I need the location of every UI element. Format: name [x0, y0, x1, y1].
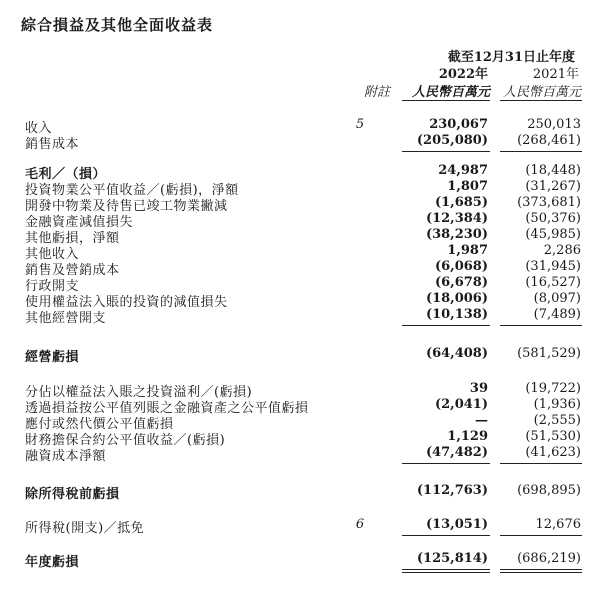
row-value-2021: (698,895): [517, 483, 581, 498]
row-value-2022: 24,987: [438, 163, 488, 178]
row-value-2022: (18,006): [425, 291, 488, 306]
table-row: [0, 397, 601, 416]
row-value-2022: 1,129: [447, 429, 488, 444]
table-row: [0, 445, 601, 464]
period-header: 截至12月31日止年度: [447, 50, 575, 65]
row-value-2022: (10,138): [425, 307, 488, 322]
row-value-2022: 1,807: [447, 179, 488, 194]
row-label: 開發中物業及待售已竣工物業撇減: [25, 199, 228, 214]
table-row: [0, 346, 601, 365]
subtotal-line-2022: [402, 325, 490, 326]
row-value-2022: 230,067: [429, 117, 488, 132]
row-value-2021: (7,489): [533, 307, 581, 322]
row-value-2022: 39: [469, 381, 488, 396]
subtotal-line-2021: [500, 151, 582, 152]
year-2022-header: 2022年: [438, 67, 488, 82]
row-label: 經營虧損: [25, 350, 80, 365]
table-row: [0, 483, 601, 502]
table-row: [0, 413, 601, 432]
statement-title: 綜合損益及其他全面收益表: [21, 16, 214, 34]
row-value-2022: (64,408): [425, 346, 488, 361]
table-row: [0, 291, 601, 310]
subtotal-line-2022: [402, 151, 490, 152]
row-value-2021: (16,527): [525, 275, 581, 290]
row-value-2022: (6,068): [434, 259, 488, 274]
row-label: 行政開支: [25, 279, 80, 294]
row-value-2022: (6,678): [434, 275, 488, 290]
row-value-2021: (1,936): [533, 397, 581, 412]
row-value-2022: 1,987: [447, 243, 488, 258]
row-label: 除所得稅前虧損: [25, 487, 120, 502]
table-row: [0, 195, 601, 214]
currency-2021-header: 人民幣百萬元: [502, 85, 581, 100]
row-label: 融資成本淨額: [25, 449, 107, 464]
row-label: 年度虧損: [25, 555, 80, 570]
row-value-2021: (45,985): [525, 227, 581, 242]
row-value-2022: —: [475, 413, 488, 428]
row-label: 其他經營開支: [25, 311, 107, 326]
header-underline-2022: [402, 100, 490, 101]
table-row: [0, 243, 601, 262]
row-value-2022: (47,482): [425, 445, 488, 460]
year-2021-header: 2021年: [532, 67, 579, 82]
table-row: [0, 117, 601, 136]
row-value-2021: (8,097): [533, 291, 581, 306]
total-double-line-2022: [402, 572, 490, 573]
table-row: [0, 227, 601, 246]
table-row: [0, 429, 601, 448]
row-label: 毛利／（損）: [25, 167, 107, 182]
row-value-2022: (38,230): [425, 227, 488, 242]
subtotal-line-2022: [402, 535, 490, 536]
table-row: [0, 179, 601, 198]
row-label: 收入: [25, 121, 53, 136]
subtotal-line-2022: [402, 463, 490, 464]
row-value-2021: (31,945): [525, 259, 581, 274]
row-label: 財務擔保合約公平值收益／(虧損): [25, 433, 226, 448]
row-value-2021: (373,681): [517, 195, 581, 210]
row-note: 6: [355, 517, 365, 532]
row-value-2021: (686,219): [517, 551, 581, 566]
row-value-2021: (2,555): [533, 413, 581, 428]
table-row: [0, 211, 601, 230]
table-row: [0, 133, 601, 152]
row-value-2021: (19,722): [525, 381, 581, 396]
subtotal-line-2021: [500, 463, 582, 464]
table-row: [0, 275, 601, 294]
total-double-line-2021: [500, 569, 582, 570]
row-value-2021: (268,461): [517, 133, 581, 148]
table-row: [0, 259, 601, 278]
row-value-2021: (581,529): [517, 346, 581, 361]
table-row: [0, 163, 601, 182]
row-value-2021: 250,013: [527, 117, 581, 132]
row-value-2021: (18,448): [525, 163, 581, 178]
row-value-2022: (2,041): [434, 397, 488, 412]
row-value-2022: (205,080): [416, 133, 488, 148]
row-label: 其他虧損，淨額: [25, 231, 120, 246]
currency-2022-header: 人民幣百萬元: [411, 85, 490, 100]
row-value-2022: (13,051): [425, 517, 488, 532]
row-value-2021: (31,267): [525, 179, 581, 194]
subtotal-line-2021: [500, 325, 582, 326]
row-label: 銷售成本: [25, 137, 80, 152]
row-note: 5: [355, 117, 365, 132]
row-label: 銷售及營銷成本: [25, 263, 120, 278]
table-row: [0, 307, 601, 326]
header-underline-2021: [500, 100, 582, 101]
row-value-2022: (1,685): [434, 195, 488, 210]
row-value-2021: (41,623): [525, 445, 581, 460]
subtotal-line-2021: [500, 535, 582, 536]
row-label: 金融資產減值損失: [25, 215, 134, 230]
row-label: 透過損益按公平值列賬之金融資產之公平值虧損: [25, 401, 309, 416]
table-row: [0, 517, 601, 536]
row-label: 投資物業公平值收益／(虧損)，淨額: [25, 183, 239, 198]
row-value-2021: 2,286: [543, 243, 581, 258]
row-value-2021: 12,676: [535, 517, 581, 532]
row-label: 分佔以權益法入賬之投資溢利／(虧損): [25, 385, 253, 400]
total-double-line-2022: [402, 569, 490, 570]
table-row: [0, 551, 601, 570]
row-label: 應付或然代價公平值虧損: [25, 417, 174, 432]
note-column-header: 附註: [363, 85, 390, 100]
row-value-2022: (12,384): [425, 211, 488, 226]
row-value-2021: (50,376): [525, 211, 581, 226]
row-value-2022: (112,763): [416, 483, 488, 498]
row-label: 所得稅(開支)／抵免: [25, 521, 145, 536]
row-value-2022: (125,814): [416, 551, 488, 566]
row-label: 使用權益法入賬的投資的減值損失: [25, 295, 228, 310]
row-label: 其他收入: [25, 247, 80, 262]
row-value-2021: (51,530): [525, 429, 581, 444]
total-double-line-2021: [500, 572, 582, 573]
table-row: [0, 381, 601, 400]
